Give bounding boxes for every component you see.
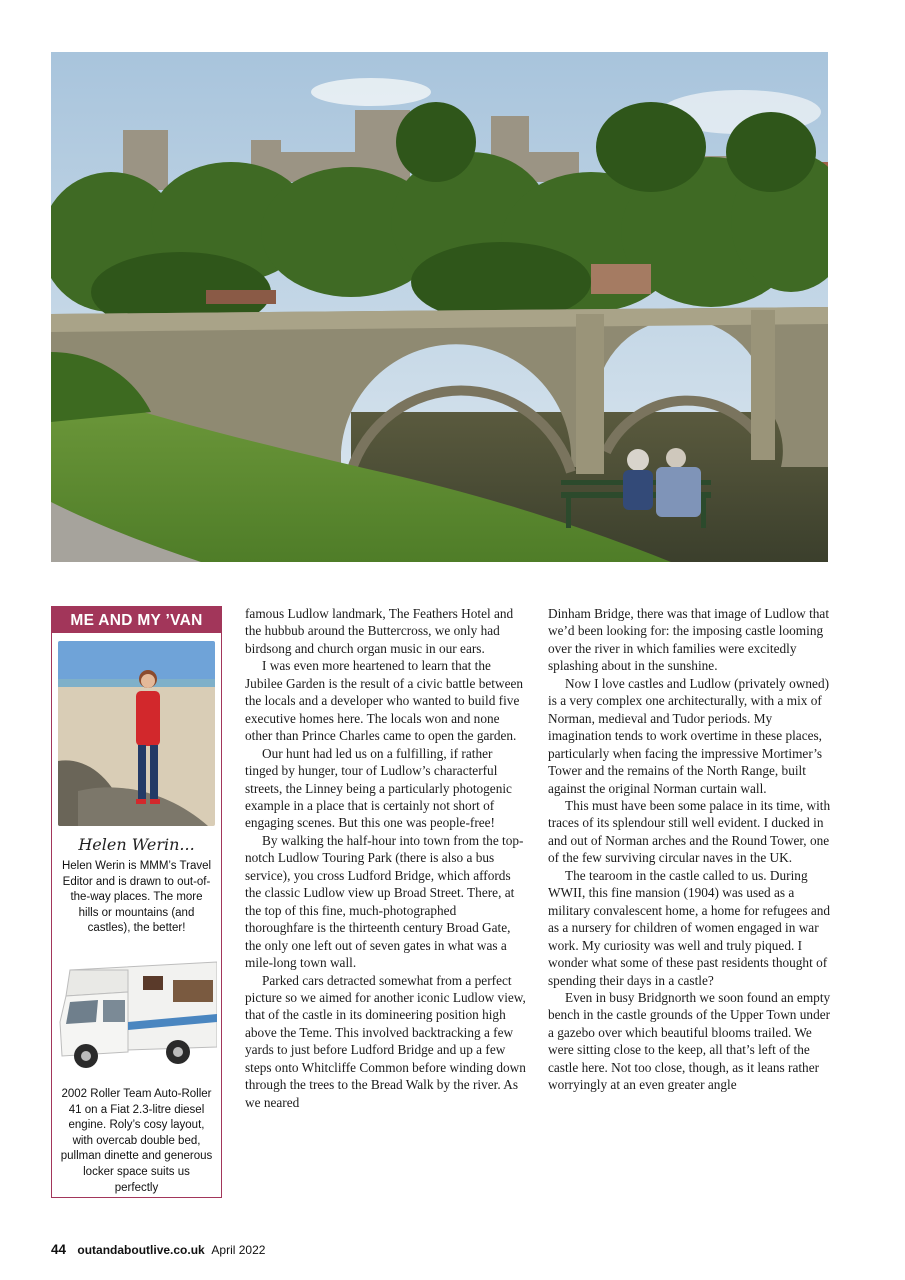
article-column-1 (245, 605, 527, 1111)
author-photo (58, 641, 215, 826)
author-signature: Helen Werin... (78, 835, 195, 854)
issue-date: April 2022 (211, 1243, 266, 1257)
paragraph: By walking the half-hour into town from the top-notch Ludlow Touring Park (there is also a bus service), you cross Ludford Bridge, which affords the classic Ludlow view up Broad Street. There, at the top of this fine, much-photographed thoroughfare is the thirteenth century Broad Gate, the only one left out of seven gates in what was a mile-long town wall. (245, 832, 524, 971)
article-column-2 (548, 605, 831, 1094)
castle-bridge-photo-icon (51, 52, 828, 562)
paragraph: The tearoom in the castle called to us. During WWII, this fine mansion (1904) was used as a military convalescent home, a home for refugees and as a nursery for children of women engaged in war work. My curiosity was well and truly piqued. I wonder what some of these past residents thought of spending their days in a castle? (548, 867, 831, 988)
page-number: 44 (51, 1242, 67, 1257)
paragraph: Now I love castles and Ludlow (privately owned) is a very complex one architecturally, with a mix of Norman, medieval and Tudor periods. My imagination tends to work overtime in these places, particularly when facing the impressive Mortimer’s Tower and the remains of the North Range, built against the original Norman curtain wall. (548, 675, 830, 796)
paragraph: famous Ludlow landmark, The Feathers Hotel and the hubbub around the Buttercross, we only had birdsong and church organ music in our ears. (245, 606, 514, 656)
page-footer (51, 1242, 265, 1257)
motorhome-icon (58, 952, 217, 1074)
author-bio: Helen Werin is MMM’s Travel Editor and is drawn to out-of-the-way places. The more hills or mountains (and castles), the better! (61, 860, 212, 935)
motorhome-photo (58, 952, 217, 1074)
paragraph: I was even more heartened to learn that the Jubilee Garden is the result of a civic battle between the locals and a developer who wanted to build five executive homes here. The locals won and none other than Prince Charles came to open the garden. (245, 658, 524, 744)
author-on-beach-icon (58, 641, 215, 826)
motorhome-caption: 2002 Roller Team Auto-Roller 41 on a Fiat 2.3-litre diesel engine. Roly’s cosy layout, with overcab double bed, pullman dinette and generous locker space suits us perfectly (60, 1088, 213, 1194)
paragraph: Even in busy Bridgnorth we soon found an empty bench in the castle grounds of the Upper Town under a gazebo over which beautiful blooms trailed. We were sitting close to the keep, all that’s left of the castle here. Not too close, though, as it leans rather worryingly at an even greater angle (548, 989, 831, 1093)
paragraph: Our hunt had led us on a fulfilling, if rather tinged by hunger, tour of Ludlow’s characterful streets, the Linney being a particularly photogenic example in a place that is certainly not short of engaging scenes. But this one was people-free! (245, 745, 512, 831)
paragraph: This must have been some palace in its time, with traces of its splendour still well evident. I ducked in and out of Norman arches and the Round Tower, one of the few surviving circular naves in the UK. (548, 797, 831, 866)
me-and-my-van-sidebar (51, 606, 222, 1198)
sidebar-heading: ME AND MY ’VAN (52, 607, 221, 633)
paragraph: Dinham Bridge, there was that image of Ludlow that we’d been looking for: the imposing castle looming over the river in which families were excitedly splashing about in the sunshine. (548, 606, 830, 674)
paragraph: Parked cars detracted somewhat from a perfect picture so we aimed for another iconic Ludlow view, that of the castle in its domineering position high above the Teme. This involved backtracking a few yards to just before Ludford Bridge and up a few steps onto Whitcliffe Common before winding down through the trees to the Bread Walk by the river. As we neared (245, 972, 526, 1110)
website-url: outandaboutlive.co.uk (77, 1243, 205, 1257)
hero-photo (51, 52, 828, 562)
